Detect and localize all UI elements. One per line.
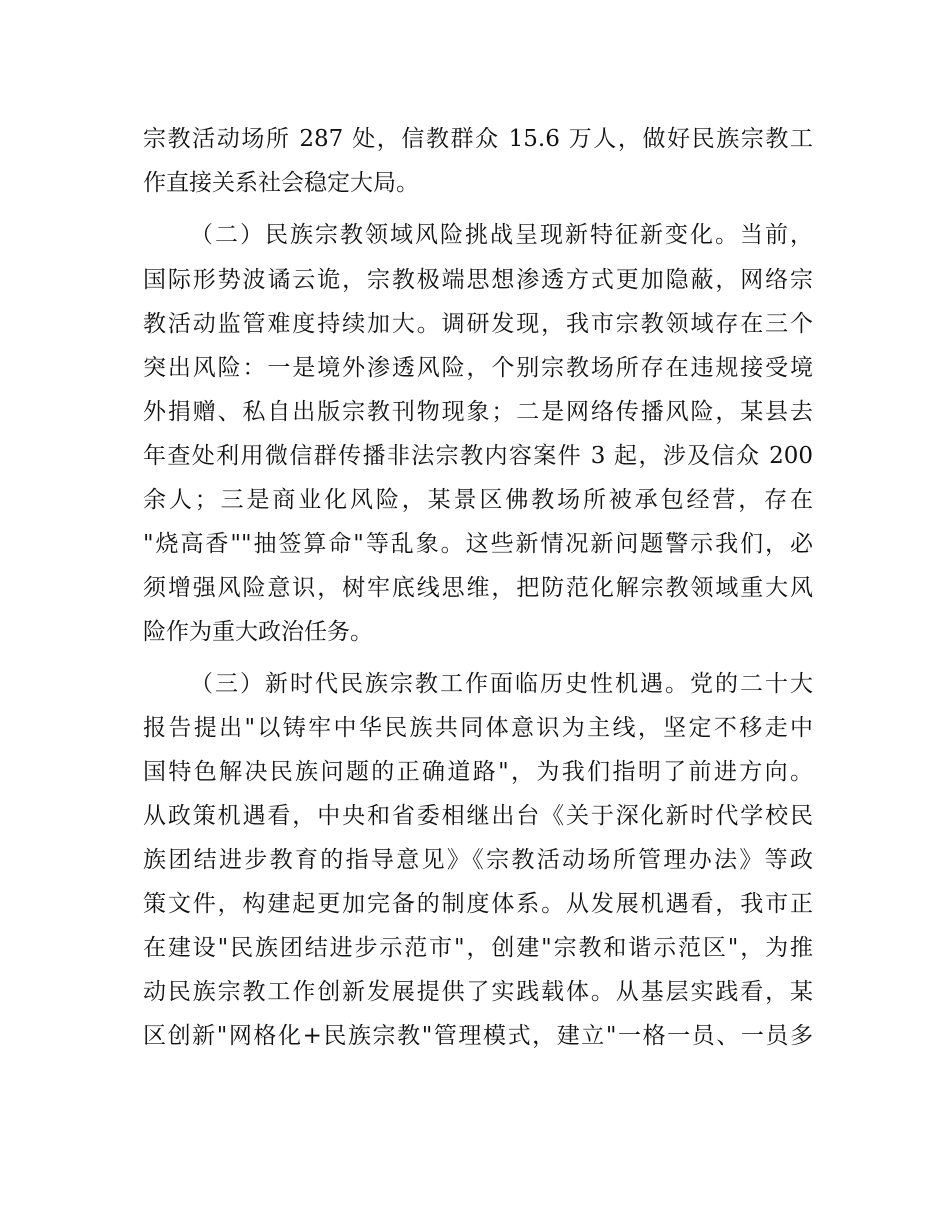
text-line: 余人；三是商业化风险，某景区佛教场所被承包经营，存在	[143, 487, 813, 513]
text-line: 突出风险：一是境外渗透风险，个别宗教场所存在违规接受境	[143, 355, 813, 381]
text-line: 从政策机遇看，中央和省委相继出台《关于深化新时代学校民	[143, 803, 813, 829]
text-line: 外捐赠、私自出版宗教刊物现象；二是网络传播风险，某县去	[143, 399, 813, 425]
text-line: 教活动监管难度持续加大。调研发现，我市宗教领域存在三个	[143, 311, 813, 337]
text-line: 宗教活动场所 287 处，信教群众 15.6 万人，做好民族宗教工	[143, 126, 813, 152]
paragraph-heading: （三）新时代民族宗教工作面临历史性机遇。党的二十大	[190, 671, 813, 697]
text-line: 国际形势波谲云诡，宗教极端思想渗透方式更加隐蔽，网络宗	[143, 267, 813, 293]
text-line: 报告提出"以铸牢中华民族共同体意识为主线，坚定不移走中	[143, 715, 813, 741]
text-line: 族团结进步教育的指导意见》《宗教活动场所管理办法》等政	[143, 847, 813, 873]
text-line: 作直接关系社会稳定大局。	[143, 170, 419, 196]
text-line: 国特色解决民族问题的正确道路"，为我们指明了前进方向。	[143, 759, 813, 785]
text-line: 须增强风险意识，树牢底线思维，把防范化解宗教领域重大风	[143, 575, 813, 601]
text-line: "烧高香""抽签算命"等乱象。这些新情况新问题警示我们，必	[143, 531, 813, 557]
text-line: 区创新"网格化+民族宗教"管理模式，建立"一格一员、一员多	[143, 1023, 813, 1049]
paragraph-heading: （二）民族宗教领域风险挑战呈现新特征新变化。当前，	[190, 222, 813, 248]
text-line: 在建设"民族团结进步示范市"，创建"宗教和谐示范区"，为推	[143, 935, 813, 961]
text-line: 动民族宗教工作创新发展提供了实践载体。从基层实践看，某	[143, 979, 813, 1005]
text-line: 险作为重大政治任务。	[143, 619, 373, 645]
text-line: 策文件，构建起更加完备的制度体系。从发展机遇看，我市正	[143, 891, 813, 917]
text-line: 年查处利用微信群传播非法宗教内容案件 3 起，涉及信众 200	[143, 443, 813, 469]
